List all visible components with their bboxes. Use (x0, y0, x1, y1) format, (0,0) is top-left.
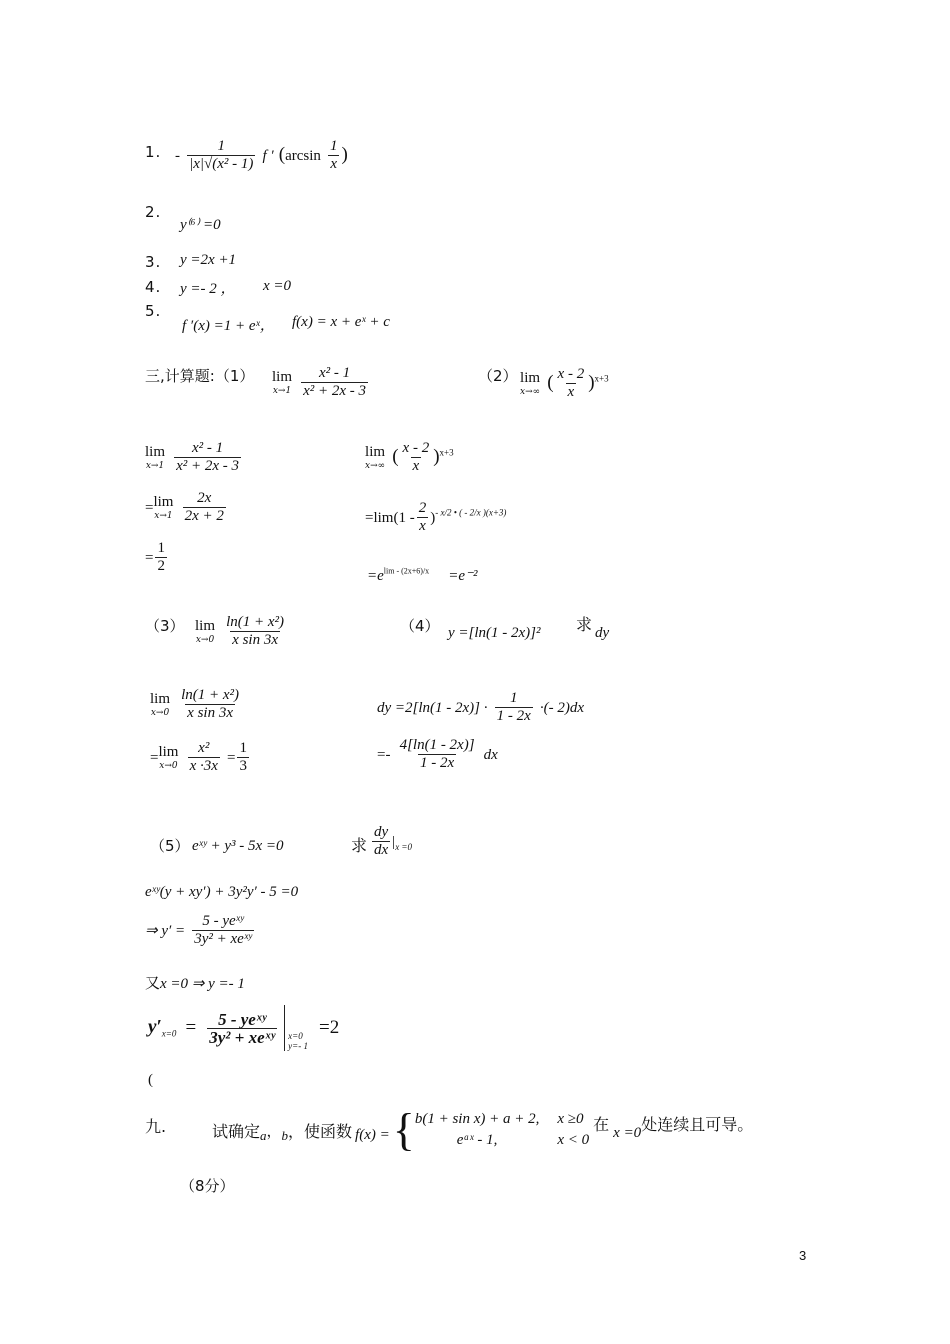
problem-1-step-3: = $\frac{1}{2}$ (145, 540, 165, 574)
answer-3-formula: y =2x +1 (180, 252, 237, 268)
answer-1-formula: - $\frac{1}{\text{|x|√(x² - 1)}}$ f ′ (arcsin $\frac{1}{x}$ ) (175, 138, 348, 172)
piecewise-cases: b(1 + sin x) + a + 2, x ≥0 eᵃˣ - 1, x < 0 (414, 1111, 590, 1148)
answer-2-formula: y⁽⁶⁾ =0 (180, 217, 221, 233)
answer-2-number: 2. (145, 203, 162, 221)
problem-5-derivative: $\frac{dy}{dx}$ $|_{x =0}$ (374, 824, 413, 858)
problem-4-ask: 求 (576, 615, 593, 634)
problem-4-dy: dy (595, 625, 610, 641)
problem-2-label: （2） (478, 367, 518, 385)
problem-1-step-1: lim x→1 $\frac{\text{x² - 1}}{\text{x² + 2x - 3}}$ (145, 440, 240, 474)
problem-1-question: lim x→1 $\frac{\text{x² - 1}}{\text{x² + 2x - 3}}$ (272, 365, 367, 399)
problem-5-step-2: ⇒ y′ = $\frac{\text{5 - yeˣʸ}}{\text{3y² + xeˣʸ}}$ (145, 913, 252, 947)
question-9-text: 试确定 a ， b ，使函数 f(x) = { b(1 + sin x) + a + 2, x ≥0 eᵃˣ - 1, x < 0 在 x =0 处连续且可导。 (212, 1104, 754, 1155)
problem-5-step-4: $y'_{x=0}$ = $\frac{\text{5 - yeˣʸ}}{\text{3y² + xeˣʸ}}$ x=0 y=- 1 =2 (148, 1005, 339, 1051)
problem-4-step-2: =- $\frac{4[\ln(1 - 2x)]}{1 - 2x}$ dx (377, 737, 498, 771)
answer-4-formula-b: x =0 (263, 278, 292, 294)
problem-5-ask: 求 (351, 836, 368, 855)
problem-5-label: （5） (150, 837, 190, 855)
problem-5-step-1: eˣʸ(y + xy′) + 3y²y′ - 5 =0 (145, 884, 299, 900)
problem-5-equation: eˣʸ + y³ - 5x =0 (192, 838, 284, 854)
question-9-label: 九. (145, 1117, 167, 1136)
answer-4-formula-a: y =- 2 ， (180, 281, 236, 297)
minus-sign: - (175, 148, 180, 164)
problem-5-step-3: 又x =0 ⇒ y =- 1 (145, 974, 245, 992)
fraction: $\frac{1}{x}$ (330, 138, 338, 172)
answer-5-formula-b: f(x) = x + eˣ + c (292, 314, 390, 330)
arcsin: arcsin (285, 148, 321, 164)
problem-2-step-2: =lim(1 - $\frac{2}{x}$ )$^{- x/2 • ( - 2/x )(x+3)}$ (365, 500, 507, 534)
f-prime: f ′ (262, 148, 274, 164)
question-9-points: （8分） (180, 1177, 235, 1195)
problem-3-question: lim x→0 $\frac{\text{ln(1 + x²)}}{\text{x sin 3x}}$ (195, 614, 285, 648)
paren: ( (278, 144, 286, 165)
problem-3-step-1: lim x→0 $\frac{\text{ln(1 + x²)}}{\text{x sin 3x}}$ (150, 687, 240, 721)
problem-3-step-2: = lim x→0 $\frac{\text{x²}}{x \cdot 3x}$ = $\frac{1}{3}$ (150, 740, 247, 774)
problem-2-step-3: $=e^{lim - (2x+6)/x} =e^{-2}$ (367, 566, 478, 584)
answer-5-number: 5. (145, 302, 162, 320)
stray-paren: ( (148, 1072, 153, 1088)
problem-4-question: y =[ln(1 - 2x)]² (448, 625, 541, 641)
problem-3-label: （3） (145, 617, 185, 635)
problem-4-label: （4） (400, 617, 440, 635)
answer-4-number: 4. (145, 278, 162, 296)
problem-2-question: lim x→∞ ( $\frac{x - 2}{x}$ )$^{x+3}$ (520, 366, 609, 400)
fraction: $\frac{1}{\text{|x|√(x² - 1)}}$ (189, 138, 254, 172)
answer-1-number: 1. (145, 143, 162, 161)
answer-5-formula-a: f ′(x) =1 + eˣ， (182, 318, 275, 334)
problem-2-step-1: lim x→∞ ( $\frac{x - 2}{x}$ )$^{x+3}$ (365, 440, 454, 474)
problem-1-step-2: = lim x→1 $\frac{2x}{2x + 2}$ (145, 490, 224, 524)
problem-4-step-1: dy =2[ln(1 - 2x)] · $\frac{1}{1 - 2x}$ ·(- 2)dx (377, 690, 585, 724)
limit: lim x→1 (272, 369, 293, 396)
section-3-heading: 三,计算题:（1） (145, 367, 255, 385)
answer-3-number: 3. (145, 253, 162, 271)
page-number: 3 (799, 1248, 807, 1263)
